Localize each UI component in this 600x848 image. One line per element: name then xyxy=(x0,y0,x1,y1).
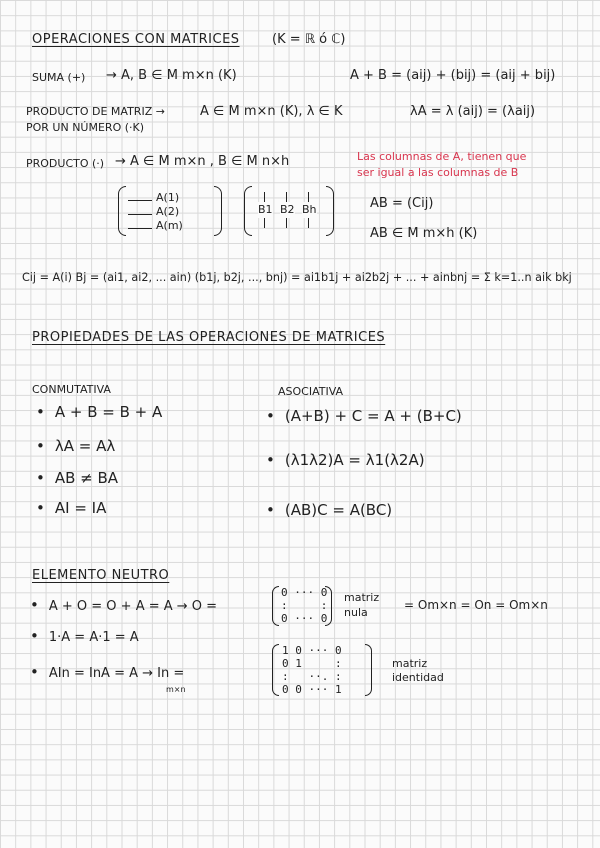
matrix-b-col-h: Bh xyxy=(302,203,317,216)
matrix-a-row-2: A(2) xyxy=(156,205,180,218)
matrix-a-left-paren xyxy=(118,186,126,236)
red-note-line-1: Las columnas de A, tienen que xyxy=(357,150,527,163)
neutro-item-3-subscript: m×n xyxy=(166,685,186,694)
matrix-a-row-1-line xyxy=(128,200,152,201)
matrix-b-right-paren xyxy=(326,186,334,236)
matriz-nula-label-1: matriz xyxy=(344,591,380,604)
ab-definition: AB = (Cij) xyxy=(370,196,434,211)
conmutativa-title: CONMUTATIVA xyxy=(32,383,111,396)
matriz-identidad-label-2: identidad xyxy=(392,671,444,684)
matrix-b-left-paren xyxy=(244,186,252,236)
ab-membership: AB ∈ M m×h (K) xyxy=(370,226,478,241)
conm-item-2: • λA = Aλ xyxy=(36,438,115,454)
suma-expression: → A, B ∈ M m×n (K) xyxy=(106,68,237,83)
matrix-b-col-2: B2 xyxy=(280,203,295,216)
asoc-item-1: • (A+B) + C = A + (B+C) xyxy=(266,408,462,424)
asoc-item-2: • (λ1λ2)A = λ1(λ2A) xyxy=(266,452,425,468)
identity-matrix-right-paren xyxy=(365,644,372,696)
section-title-propiedades: PROPIEDADES DE LAS OPERACIONES DE MATRICES xyxy=(32,330,386,345)
producto-expression: → A ∈ M m×n , B ∈ M n×h xyxy=(115,154,290,169)
section-title-neutro: ELEMENTO NEUTRO xyxy=(32,568,170,583)
conm-item-3: • AB ≠ BA xyxy=(36,470,118,486)
matrix-a-row-m: A(m) xyxy=(156,219,183,232)
zero-matrix xyxy=(272,586,332,626)
conm-item-1: • A + B = B + A xyxy=(36,404,162,420)
red-note-line-2: ser igual a las columnas de B xyxy=(357,166,519,179)
matrix-a-row-1: A(1) xyxy=(156,191,180,204)
matriz-nula-label-2: nula xyxy=(344,606,368,619)
field-note: (K = ℝ ó ℂ) xyxy=(272,32,346,47)
matrix-a-row-2-line xyxy=(128,214,152,215)
cij-formula: Cij = A(i) Bj = (ai1, ai2, ... ain) (b1j, b2j, ..., bnj) = ai1b1j + ai2b2j + ... + ainbnj = Σ k=1..n aik bkj xyxy=(22,271,572,284)
prod-escalar-expression: A ∈ M m×n (K), λ ∈ K xyxy=(200,104,343,119)
identity-matrix xyxy=(272,644,372,696)
conm-item-4: • AI = IA xyxy=(36,500,106,516)
suma-result: A + B = (aij) + (bij) = (aij + bij) xyxy=(350,68,556,83)
identity-matrix-entries: 1 0 ··· 0 0 1 : : ··. : 0 0 ··· 1 xyxy=(282,644,342,696)
matrix-a-right-paren xyxy=(214,186,222,236)
neutro-item-1-result: = Om×n = On = Om×n xyxy=(404,598,548,612)
section-title-operaciones: OPERACIONES CON MATRICES xyxy=(32,32,240,47)
prod-escalar-label-2: POR UN NÚMERO (·K) xyxy=(26,121,145,134)
zero-matrix-entries: 0 ··· 0 : : 0 ··· 0 xyxy=(281,586,328,625)
matrix-a-row-m-line xyxy=(128,228,152,229)
zero-matrix-left-paren xyxy=(272,586,279,626)
matriz-identidad-label-1: matriz xyxy=(392,657,428,670)
neutro-item-2: • 1·A = A·1 = A xyxy=(30,628,139,646)
producto-label: PRODUCTO (·) xyxy=(26,157,105,170)
identity-matrix-left-paren xyxy=(272,644,279,696)
asociativa-title: ASOCIATIVA xyxy=(278,385,344,398)
suma-label: SUMA (+) xyxy=(32,71,86,84)
prod-escalar-label-1: PRODUCTO DE MATRIZ → xyxy=(26,105,165,118)
matrix-a-rows xyxy=(118,186,222,236)
asoc-item-3: • (AB)C = A(BC) xyxy=(266,502,392,518)
neutro-item-1: • A + O = O + A = A → O = xyxy=(30,597,217,615)
matrix-b-cols xyxy=(244,186,334,236)
matrix-b-col-1: B1 xyxy=(258,203,273,216)
prod-escalar-result: λA = λ (aij) = (λaij) xyxy=(410,104,536,119)
neutro-item-3: • AIn = InA = A → In = xyxy=(30,664,184,682)
